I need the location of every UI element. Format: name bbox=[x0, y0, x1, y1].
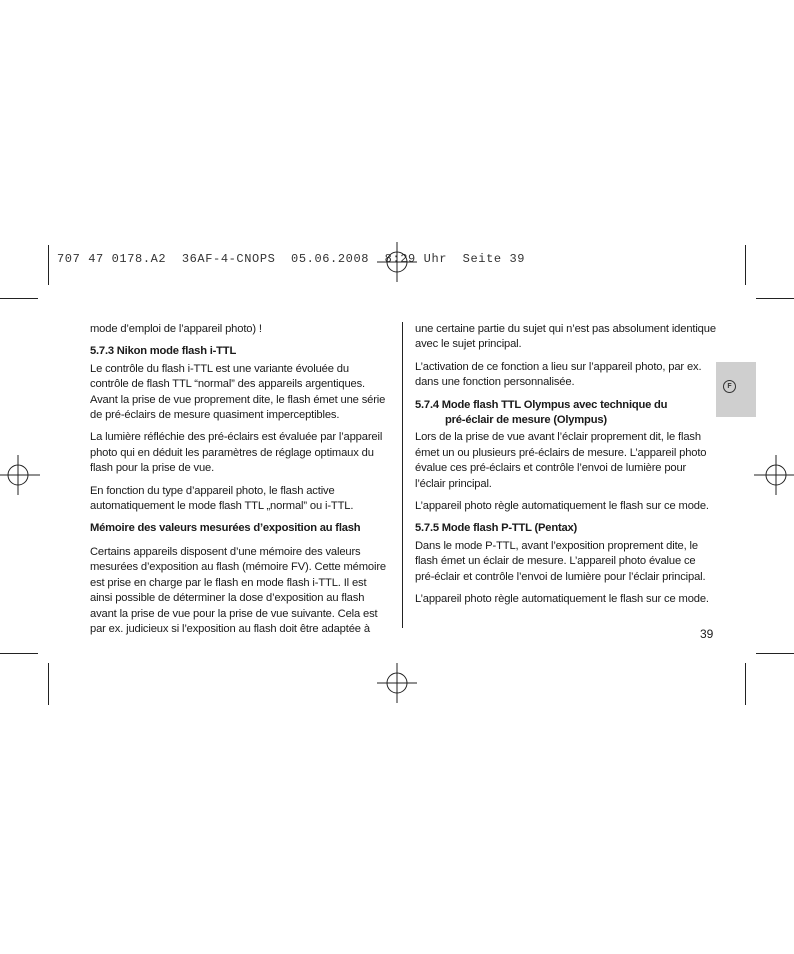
page-number: 39 bbox=[700, 627, 714, 641]
section-5-7-3-paragraph-2: La lumière réfléchie des pré-éclairs est évaluée par l’appareil photo qui en déduit les paramètres de réglage optimaux du flash pour la prise de vue. bbox=[90, 431, 383, 475]
section-5-7-4-paragraph-1: Lors de la prise de vue avant l’éclair proprement dit, le flash émet un ou plusieurs pré-éclairs de mesure. L’appareil photo évalue ces pré-éclairs et contrôle l’envoi de lumière pour l’éclair principal. bbox=[415, 431, 707, 490]
language-tab bbox=[716, 362, 756, 417]
column-divider bbox=[402, 322, 403, 628]
crop-mark-bottom-left-h bbox=[0, 653, 38, 654]
memory-paragraph: Certains appareils disposent d’une mémoire des valeurs mesurées d’exposition au flash (mémoire FV). Cette mémoire est prise en charge par le flash en mode flash i-TTL. Il est ainsi possible de déterminer la dose d’exposition au flash avant la prise de vue pour la prise de vue suivante. Cela est par ex. judicieux si l’exposition au flash doit être adaptée à bbox=[90, 545, 386, 635]
memory-subheading: Mémoire des valeurs mesurées d’exposition au flash bbox=[90, 522, 361, 535]
crop-mark-bottom-right-h bbox=[756, 653, 794, 654]
section-5-7-3-paragraph-1: Le contrôle du flash i-TTL est une variante évoluée du contrôle de flash TTL “normal” des appareils argentiques. Avant la prise de vue proprement dite, le flash émet une série de pré-éclairs de mesure quasiment imperceptibles. bbox=[90, 362, 386, 422]
registration-mark-top bbox=[377, 242, 417, 282]
section-5-7-4-paragraph-2: L’appareil photo règle automatiquement le flash sur ce mode. bbox=[415, 500, 709, 513]
left-column bbox=[90, 322, 390, 644]
registration-mark-left bbox=[0, 455, 40, 495]
crop-mark-bottom-left-v bbox=[48, 663, 49, 705]
right-column bbox=[415, 322, 717, 615]
crop-mark-top-left-h bbox=[0, 298, 38, 299]
crop-mark-top-right-v bbox=[745, 245, 746, 285]
crop-mark-top-right-h bbox=[756, 298, 794, 299]
registration-mark-bottom bbox=[377, 663, 417, 703]
intro-text: mode d’emploi de l’appareil photo) ! bbox=[90, 323, 262, 335]
language-badge: F bbox=[723, 380, 736, 393]
section-5-7-5-paragraph-1: Dans le mode P-TTL, avant l’exposition proprement dite, le flash émet un éclair de mesure. L’appareil photo évalue ce pré-éclair et contrôle l’envoi de lumière pour l’éclair principal. bbox=[415, 539, 706, 583]
continued-paragraph-1: une certaine partie du sujet qui n’est pas absolument identique avec le sujet principal. bbox=[415, 323, 716, 351]
section-5-7-3-paragraph-3: En fonction du type d’appareil photo, le flash active automatiquement le mode flash TTL „normal” ou i-TTL. bbox=[90, 484, 354, 513]
registration-mark-right bbox=[754, 455, 794, 495]
print-header: 707 47 0178.A2 36AF-4-CNOPS 05.06.2008 8:29 Uhr Seite 39 bbox=[57, 252, 526, 266]
crop-mark-top-left-v bbox=[48, 245, 49, 285]
section-5-7-4-heading-line-1: 5.7.4 Mode flash TTL Olympus avec technique du bbox=[415, 398, 668, 411]
section-5-7-5-heading: 5.7.5 Mode flash P-TTL (Pentax) bbox=[415, 522, 578, 535]
crop-mark-bottom-right-v bbox=[745, 663, 746, 705]
section-5-7-4-heading bbox=[415, 398, 717, 429]
section-5-7-5-paragraph-2: L’appareil photo règle automatiquement le flash sur ce mode. bbox=[415, 593, 709, 606]
section-5-7-3-heading: 5.7.3 Nikon mode flash i-TTL bbox=[90, 345, 237, 358]
section-5-7-4-heading-line-2: pré-éclair de mesure (Olympus) bbox=[445, 414, 607, 427]
continued-paragraph-2: L’activation de ce fonction a lieu sur l’appareil photo, par ex. dans une fonction personnalisée. bbox=[415, 360, 702, 389]
